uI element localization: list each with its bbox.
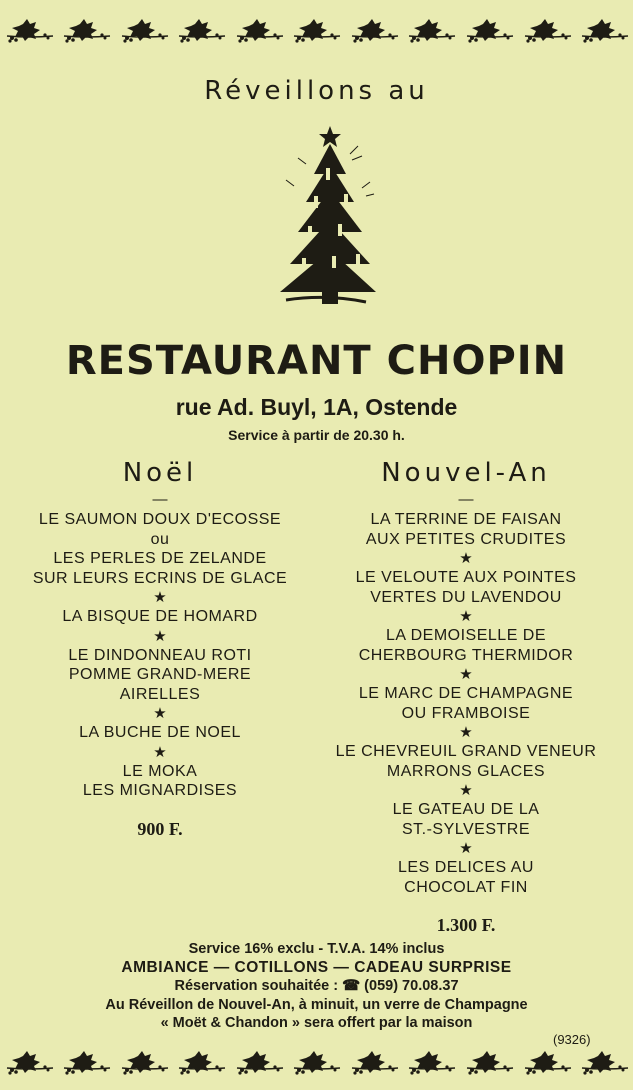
holly-leaf-icon bbox=[233, 1048, 285, 1076]
holly-leaf-icon bbox=[348, 16, 400, 44]
menu-line: LA BUCHE DE NOEL bbox=[79, 724, 241, 741]
star-icon: ★ bbox=[459, 840, 473, 857]
holly-leaf-icon bbox=[521, 16, 573, 44]
nouvel-an-menu-items bbox=[318, 510, 614, 897]
top-holly-border bbox=[0, 14, 633, 46]
holly-leaf-icon bbox=[463, 16, 515, 44]
champagne-line-2: « Moët & Chandon » sera offert par la maison bbox=[160, 1015, 473, 1031]
bottom-holly-border bbox=[0, 1046, 633, 1078]
holly-leaf-icon bbox=[348, 1048, 400, 1076]
extras-line: AMBIANCE — COTILLONS — CADEAU SURPRISE bbox=[121, 958, 512, 976]
restaurant-address: rue Ad. Buyl, 1A, Ostende bbox=[175, 394, 458, 420]
star-icon: ★ bbox=[153, 705, 167, 722]
star-icon: ★ bbox=[153, 627, 167, 645]
holly-leaf-icon bbox=[463, 1048, 515, 1076]
holly-leaf-icon bbox=[578, 1048, 630, 1076]
menu-line: LES DELICES AU bbox=[398, 859, 534, 876]
menu-line: LE GATEAU DE LA bbox=[392, 801, 540, 818]
service-tax-note: Service 16% exclu - T.V.A. 14% inclus bbox=[188, 941, 445, 957]
menu-line: ST.-SYLVESTRE bbox=[401, 820, 530, 838]
menu-line: ou bbox=[150, 530, 170, 548]
menu-line: LE CHEVREUIL GRAND VENEUR bbox=[335, 743, 597, 760]
star-icon: ★ bbox=[153, 589, 167, 606]
menu-line: MARRONS GLACES bbox=[386, 762, 546, 780]
noel-dash: — bbox=[152, 491, 168, 508]
star-icon: ★ bbox=[459, 666, 473, 683]
holly-leaf-icon bbox=[3, 16, 55, 44]
holly-leaf-icon bbox=[175, 1048, 227, 1076]
star-icon: ★ bbox=[153, 743, 167, 761]
holly-leaf-icon bbox=[521, 1048, 573, 1076]
star-icon: ★ bbox=[459, 608, 473, 625]
heading: Réveillons au bbox=[204, 76, 429, 106]
menu-line: LE MOKA bbox=[122, 762, 198, 780]
menu-line: LES PERLES DE ZELANDE bbox=[53, 550, 267, 567]
menu-line: LE VELOUTE AUX POINTES bbox=[355, 569, 577, 586]
holly-leaf-icon bbox=[290, 1048, 342, 1076]
nouvel-an-price: 1.300 F. bbox=[436, 915, 496, 935]
holly-leaf-icon bbox=[405, 16, 457, 44]
menu-line: VERTES DU LAVENDOU bbox=[370, 588, 562, 606]
holly-leaf-icon bbox=[175, 16, 227, 44]
menu-line: LE DINDONNEAU ROTI bbox=[68, 646, 252, 664]
holly-leaf-icon bbox=[3, 1048, 55, 1076]
footer bbox=[0, 940, 633, 1033]
menu-line: AIRELLES bbox=[119, 685, 201, 703]
menu-line: LA BISQUE DE HOMARD bbox=[62, 608, 258, 625]
menu-line: AUX PETITES CRUDITES bbox=[365, 530, 567, 548]
star-icon: ★ bbox=[459, 550, 473, 567]
holly-leaf-icon bbox=[60, 1048, 112, 1076]
holly-leaf-icon bbox=[60, 16, 112, 44]
menu-line: CHOCOLAT FIN bbox=[404, 878, 528, 896]
christmas-tree-icon bbox=[266, 124, 376, 309]
holly-leaf-icon bbox=[578, 16, 630, 44]
menu-line: LES MIGNARDISES bbox=[82, 782, 238, 799]
star-icon: ★ bbox=[459, 724, 473, 741]
menu-line: OU FRAMBOISE bbox=[401, 704, 531, 722]
reference-number: (9326) bbox=[553, 1032, 591, 1047]
champagne-line-1: Au Réveillon de Nouvel-An, à minuit, un verre de Champagne bbox=[105, 996, 528, 1013]
menu-line: LE MARC DE CHAMPAGNE bbox=[358, 685, 574, 702]
service-time: Service à partir de 20.30 h. bbox=[228, 427, 405, 443]
noel-menu-items bbox=[10, 510, 310, 801]
nouvel-an-menu bbox=[318, 456, 614, 936]
nouvel-an-dash: — bbox=[458, 491, 474, 508]
noel-price: 900 F. bbox=[137, 818, 183, 839]
restaurant-name: RESTAURANT CHOPIN bbox=[65, 338, 568, 384]
menu-line: CHERBOURG THERMIDOR bbox=[358, 646, 574, 664]
holly-leaf-icon bbox=[118, 1048, 170, 1076]
holly-leaf-icon bbox=[118, 16, 170, 44]
noel-menu bbox=[10, 456, 310, 840]
menu-line: LA TERRINE DE FAISAN bbox=[370, 511, 562, 528]
menu-line: LA DEMOISELLE DE bbox=[385, 627, 547, 644]
reservation-line: Réservation souhaitée : ☎ (059) 70.08.37 bbox=[174, 978, 459, 994]
holly-leaf-icon bbox=[233, 16, 285, 44]
menu-line: LE SAUMON DOUX D'ECOSSE bbox=[38, 511, 282, 528]
nouvel-an-title: Nouvel-An bbox=[381, 458, 551, 488]
holly-leaf-icon bbox=[290, 16, 342, 44]
holly-leaf-icon bbox=[405, 1048, 457, 1076]
menu-line: SUR LEURS ECRINS DE GLACE bbox=[32, 569, 288, 587]
menu-line: POMME GRAND-MERE bbox=[68, 666, 252, 683]
star-icon: ★ bbox=[459, 782, 473, 799]
noel-title: Noël bbox=[122, 458, 198, 488]
